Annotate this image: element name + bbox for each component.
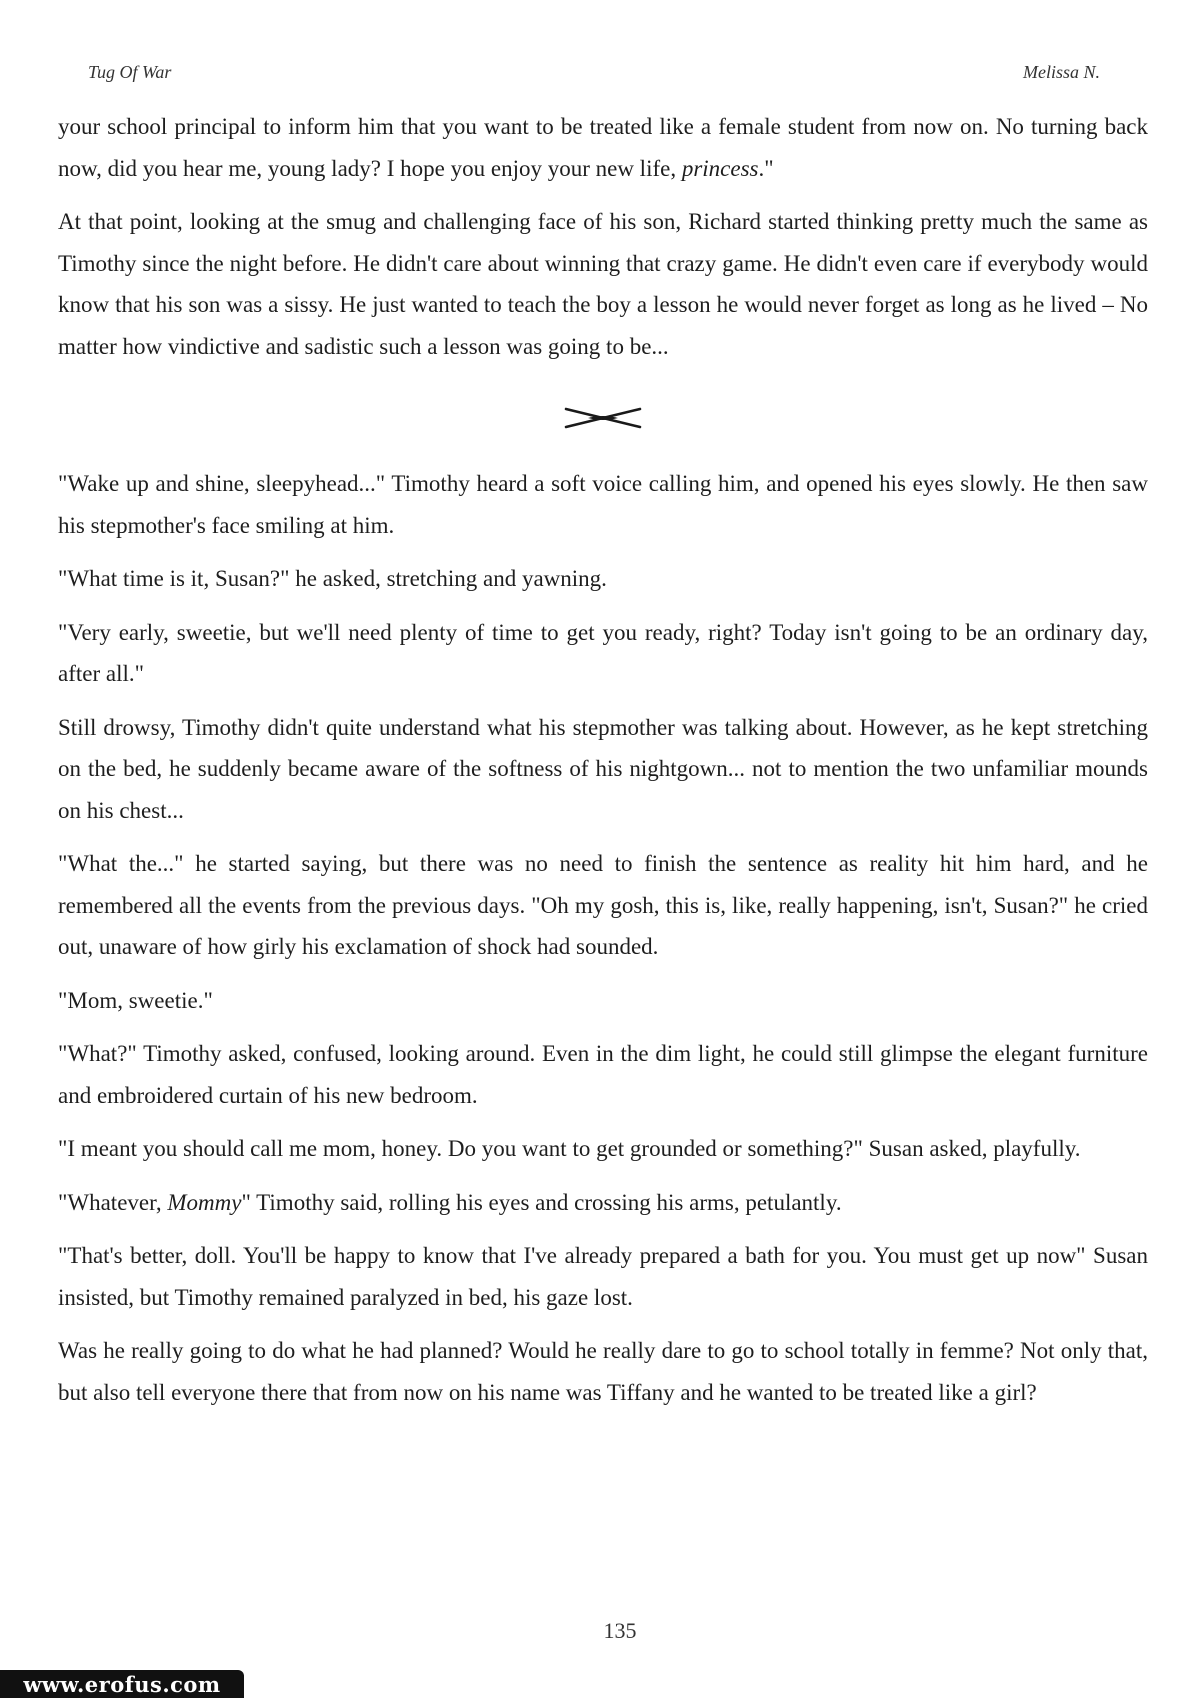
- paragraph: Still drowsy, Timothy didn't quite understand what his stepmother was talking about. However, as he kept stretching on the bed, he suddenly became aware of the softness of his nightgown... not to mention the two unfamiliar mounds on his chest...: [58, 714, 1148, 823]
- watermark-badge: [0, 1670, 244, 1698]
- paragraph: "What?" Timothy asked, confused, looking around. Even in the dim light, he could still glimpse the elegant furniture and embroidered curtain of his new bedroom.: [58, 1041, 1148, 1108]
- watermark-text: www.erofus.com: [23, 1671, 221, 1697]
- paragraph: Was he really going to do what he had planned? Would he really dare to go to school totally in femme? Not only that, but also tell everyone there that from now on his name was Tiffany and he wanted to be treated like a girl?: [58, 1338, 1148, 1405]
- header-author: Melissa N.: [1022, 62, 1100, 82]
- paragraph: "Whatever, Mommy" Timothy said, rolling his eyes and crossing his arms, petulantly.: [58, 1189, 842, 1215]
- header-book-title: Tug Of War: [88, 62, 172, 82]
- running-header: [88, 62, 1100, 88]
- paragraph: "Very early, sweetie, but we'll need plenty of time to get you ready, right? Today isn't going to be an ordinary day, after all.": [58, 619, 1148, 686]
- paragraphs-before-break: [58, 106, 1148, 367]
- paragraphs-after-break: [58, 463, 1148, 1413]
- paragraph: "What time is it, Susan?" he asked, stretching and yawning.: [58, 566, 607, 591]
- paragraph: "That's better, doll. You'll be happy to know that I've already prepared a bath for you. You must get up now" Susan insisted, but Timothy remained paralyzed in bed, his gaze lost.: [58, 1243, 1148, 1310]
- paragraph: "I meant you should call me mom, honey. Do you want to get grounded or something?" Susan asked, playfully.: [58, 1136, 1081, 1161]
- paragraph: At that point, looking at the smug and challenging face of his son, Richard started thinking pretty much the same as Timothy since the night before. He didn't care about winning that crazy game. He didn't even care if everybody would know that his son was a sissy. He just wanted to teach the boy a lesson he would never forget as long as he lived – No matter how vindictive and sadistic such a lesson was going to be...: [58, 209, 1148, 359]
- section-break: [58, 379, 1148, 457]
- paragraph: your school principal to inform him that you want to be treated like a female student from now on. No turning back now, did you hear me, young lady? I hope you enjoy your new life, princess.": [58, 114, 1148, 181]
- paragraph: "Mom, sweetie.": [58, 987, 213, 1013]
- crossed-lines-ornament-icon: [564, 405, 642, 431]
- paragraph: "Wake up and shine, sleepyhead..." Timothy heard a soft voice calling him, and opened his eyes slowly. He then saw his stepmother's face smiling at him.: [58, 471, 1148, 538]
- paragraph: "What the..." he started saying, but there was no need to finish the sentence as reality hit him hard, and he remembered all the events from the previous days. "Oh my gosh, this is, like, really happening, isn't, Susan?" he cried out, unaware of how girly his exclamation of shock had sounded.: [58, 851, 1148, 959]
- body-text: [58, 106, 1148, 1425]
- page-number: 135: [603, 1618, 637, 1643]
